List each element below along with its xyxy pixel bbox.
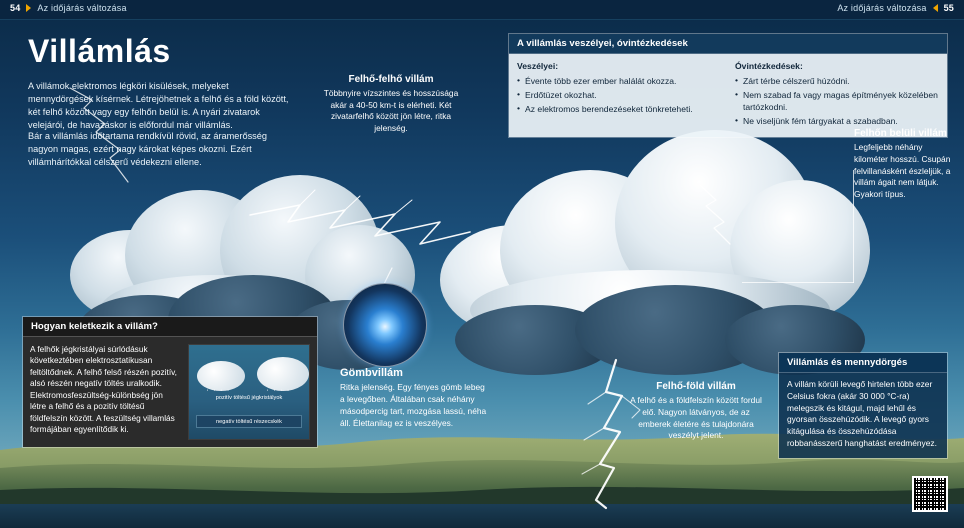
dangers-column [517, 60, 721, 129]
panel-dangers-header: A villámlás veszélyei, óvintézkedések [509, 34, 947, 54]
diagram-negative-layer: negatív töltésű részecskék [196, 415, 302, 428]
left-triangle-icon [933, 4, 938, 12]
panel-dangers-body [509, 54, 947, 137]
running-head-right-label: Az időjárás változása [837, 3, 927, 13]
folio-right: 55 [943, 3, 954, 13]
list-item: • Zárt térbe célszerű húzódni. [735, 75, 939, 87]
caption-ball-lightning-title: Gömbvillám [340, 367, 403, 379]
panel-thunder-text: A villám körüli levegő hirtelen több ezer Celsius fokra (akár 30 000 °C-ra) melegszik és kitágul, majd lehűl és gyorsan összehúzódik. A levegő gyors kitágulása és összehúzódása robbanásszerű hanghatást eredményez. [779, 373, 947, 458]
precautions-subtitle: Óvintézkedések: [735, 61, 803, 71]
list-item: • Az elektromos berendezéseket tönkreteheti. [517, 103, 721, 115]
caption-cloud-to-ground-text: A felhő és a földfelszín között fordul elő. Nagyon látványos, de az emberek életére és tulajdonára veszélyt jelent. [630, 395, 762, 441]
caption-cloud-to-cloud-title: Felhő-felhő villám [348, 74, 434, 85]
diagram-cloud-left [197, 361, 245, 391]
folio-left: 54 [10, 3, 21, 13]
caption-in-cloud-title: Felhőn belüli villám [854, 128, 947, 139]
diagram-precipitation-icon: ' ' ' ' [207, 390, 231, 396]
caption-cloud-to-cloud [318, 74, 464, 134]
caption-cloud-to-ground-title: Felhő-föld villám [656, 381, 736, 392]
intro-paragraph-1: A villámok elektromos légköri kisülések, melyeket mennydörgések kísérnek. Létrejöhetnek a felhő és a föld között, két felhő között vagy egy felhőn belül is. A nyári zivatarok velejárói, de havazáskor is előfordul már villámlás. [28, 81, 289, 131]
panel-how-body [23, 337, 317, 447]
qr-code-pattern [914, 478, 946, 510]
panel-how-text: A felhők jégkristályai súrlódásuk következtében elektrosztatikusan feltöltődnek. A felhő felső részén pozitív, alsó részén negatív töltés uralkodik. Elektromosfeszültség-különbség jön létre a felhő és a pozitív töltésű földfelszín között. A feszültség villamlás formájában egyenlítődik ki. [30, 344, 177, 435]
caption-ball-lightning [340, 367, 488, 430]
qr-code-icon[interactable] [912, 476, 948, 512]
intro-paragraph-2: Bár a villámlás időtartama rendkívül rövid, az áramerősség nagyon magas, ezért nagy károkat képes okozni. Ezért villámhárítókkal célszerű védekezni ellene. [28, 131, 267, 168]
panel-how-lightning-forms [22, 316, 318, 448]
caption-in-cloud-text: Legfeljebb néhány kilométer hosszú. Csupán felvillanásként észleljük, a villám ágait nem látjuk. Gyakori típus. [854, 142, 951, 200]
ball-lightning-photo [343, 283, 427, 367]
diagram-precipitation-icon: ' ' ' ' [267, 390, 291, 396]
list-item: • Ne viseljünk fém tárgyakat a szabadban. [735, 115, 939, 127]
right-triangle-icon [26, 4, 31, 12]
dangers-list [517, 75, 721, 115]
caption-ball-lightning-text: Ritka jelenség. Egy fényes gömb lebeg a levegőben. Általában csak néhány másodpercig tart, mozgása lassú, néha áll. Élettanilag ez is veszélyes. [340, 382, 487, 428]
diagram-charge-separation [188, 344, 310, 440]
panel-lightning-and-thunder [778, 352, 948, 459]
list-item: • Évente több ezer ember halálát okozza. [517, 75, 721, 87]
caption-in-cloud [854, 128, 956, 201]
running-head-bar [0, 0, 964, 20]
running-head-left-label: Az időjárás változása [37, 3, 127, 13]
precautions-list [735, 75, 939, 127]
diagram-cloud-right [257, 357, 309, 391]
precautions-column [735, 60, 939, 129]
panel-thunder-header: Villámlás és mennydörgés [779, 353, 947, 373]
caption-cloud-to-cloud-text: Többnyire vízszintes és hosszúsága akár a 40-50 km-t is elérheti. Két zivatarfelhő között jön létre, ritka jelenség. [323, 88, 459, 133]
page-title: Villámlás [28, 33, 171, 69]
list-item: • Erdőtüzet okozhat. [517, 89, 721, 101]
dangers-subtitle: Veszélyei: [517, 61, 559, 71]
foreground-water-band [0, 504, 964, 528]
caption-cloud-to-ground [630, 381, 762, 442]
panel-how-header: Hogyan keletkezik a villám? [23, 317, 317, 337]
running-head-right [837, 3, 954, 13]
leader-line-in-cloud [742, 282, 854, 283]
running-head-left [10, 3, 127, 13]
diagram-top-label: pozitív töltésű jégkristályok [215, 395, 283, 401]
panel-dangers-precautions [508, 33, 948, 138]
list-item: • Nem szabad fa vagy magas építmények közelében tartózkodni. [735, 89, 939, 113]
